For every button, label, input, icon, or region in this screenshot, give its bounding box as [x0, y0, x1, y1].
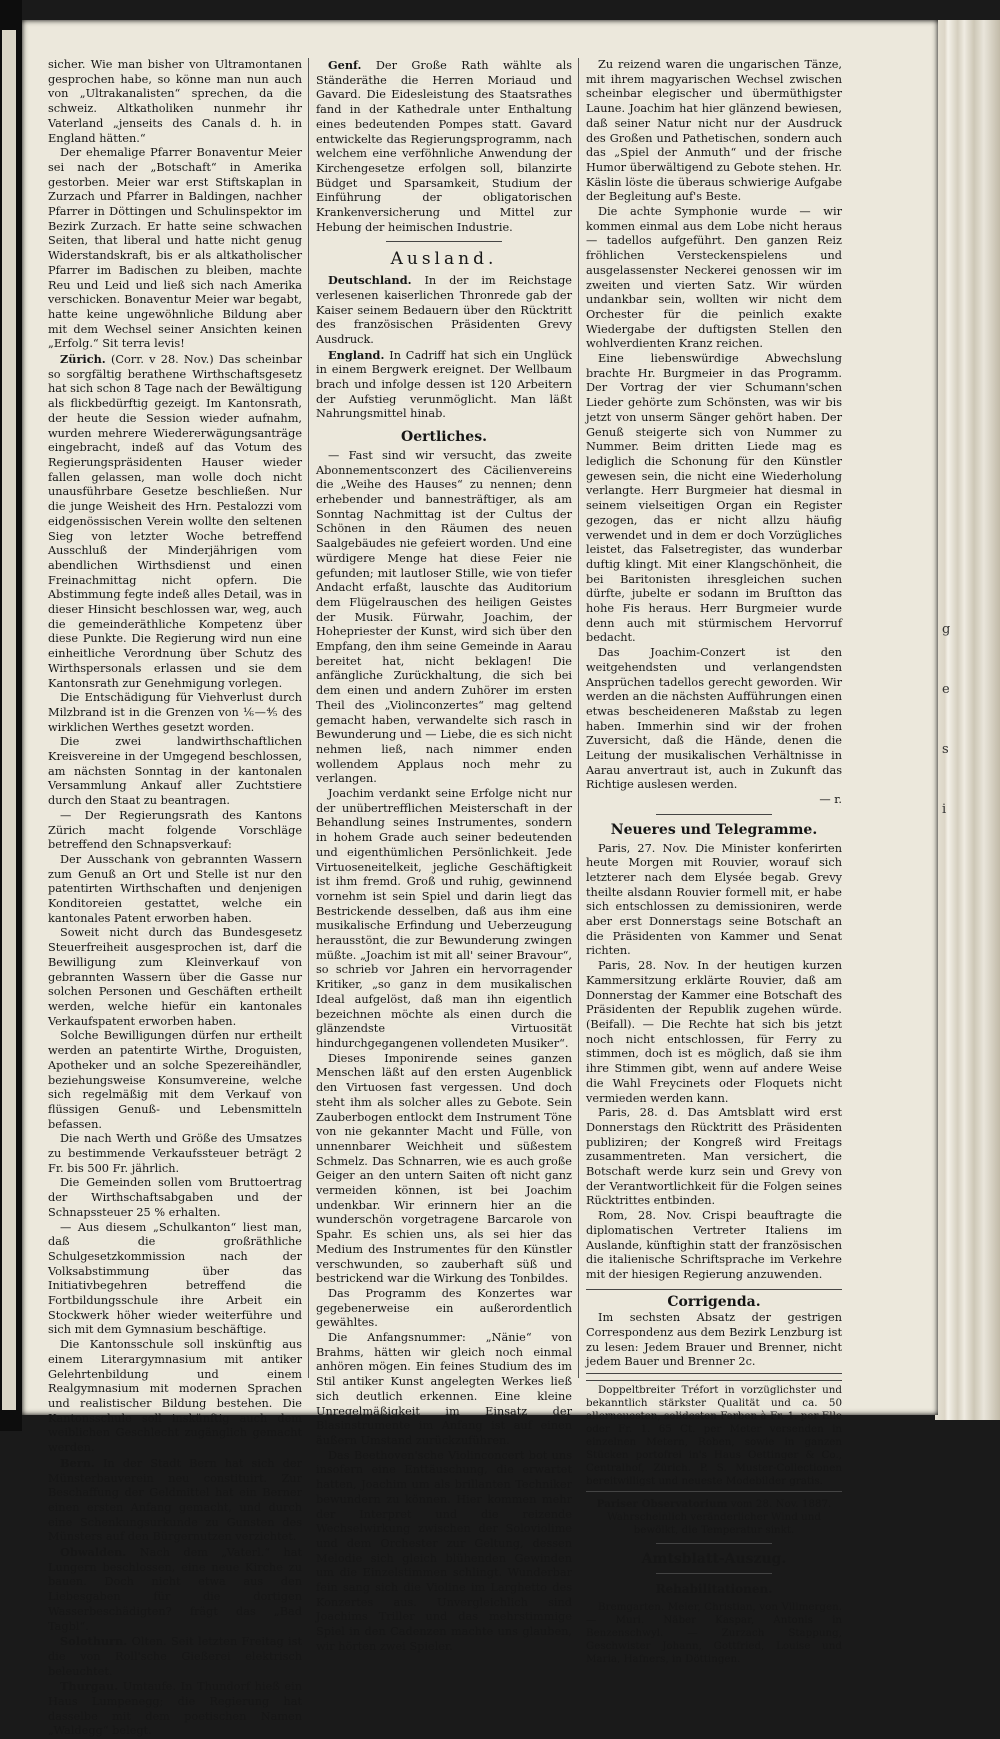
- paragraph: Die zwei landwirthschaftlichen Kreisvereine in der Umgegend beschlossen, am nächsten Sonntag in der kantonalen Versammlung Ankauf aller Zuchtstiere durch den Staat zu beantragen.: [48, 735, 302, 808]
- paragraph: Soweit nicht durch das Bundesgesetz Steuerfreiheit ausgesprochen ist, darf die Bewilligung zum Kleinverkauf von gebrannten Wassern über die Gasse nur solchen Personen und Geschäften ertheilt werden, welche hiefür ein kantonales Verkaufspatent erworben haben.: [48, 926, 302, 1028]
- section-text: In der im Reichstage verlesenen kaiserlichen Thronrede gab der Kaiser seinem Bedauern über den Rücktritt des französischen Präsidenten Grevy Ausdruck.: [316, 274, 572, 346]
- paragraph: Die Entschädigung für Viehverlust durch Milzbrand ist in die Grenzen von ⅙—⅘ des wirklichen Werthes gesetzt worden.: [48, 691, 302, 734]
- divider: [386, 241, 502, 242]
- advertisement: [586, 1380, 842, 1492]
- paragraph: Das Beethoven'sche Violinconcert bot uns insofern eine Enttäuschung, die erwartet hatten, Joachim um als brillanten Techniker bewundern zu können. Hier kommen mehr der Interpret und die reizende Wechselwirkung zwischen der Soloviolime und dem Orchester zur Geltung, dessen Melodie sich gleich blühenden Gewinden um die Einzelstimmen schlingt. Wunderbar fein sang sich die Violine im Larghetto des Konzertes aus. Unvergleichlich sind Joachims Triller und das mehrstimmige Spiel in den Cadenzen machte uns glauben, wir hörten zwei Spieler.: [316, 1448, 572, 1653]
- paragraph: Die Gemeinden sollen vom Bruttoertrag der Wirthschaftsabgaben und der Schnapssteuer 25 % erhalten.: [48, 1176, 302, 1219]
- paragraph: — Fast sind wir versucht, das zweite Abonnementsconzert des Cäcilienvereins die „Weihe des Hauses“ zu nennen; denn erhebender und bannesträftiger, als am Sonntag Nachmittag ist der Cultus der Schönen in den Räumen des neuen Saalgebäudes nie gefeiert worden. Und eine würdigere Menge hat diese Feier nie gefunden; mit lautloser Stille, wie von tiefer Andacht erfaßt, lauschte das Auditorium dem Flügelrauschen des heiligen Geistes der Musik. Fürwahr, Joachim, der Hohepriester der Kunst, wird sich über den Empfang, den ihm seine Gemeinde in Aarau bereitet hat, nicht beklagen! Die anfängliche Zurückhaltung, die sich bei dem einen und andern Zuhörer im ersten Theil des „Violinconzertes“ mag geltend gemacht haben, verwandelte sich rasch in Bewunderung und — Liebe, die es sich nicht nehmen ließ, nach nimmer enden wollendem Applaus noch mehr zu verlangen.: [316, 448, 572, 786]
- ad-text: Doppeltbreiter Tréfort in vorzüglichster und bekanntlich stärkster Qualität und ca. 50 allerneuesten, solidesten Farben à Fr. 1. per Elle oder Fr. 1. 65 Ct. per Meter versenden in einzelnen Metern, Roben, sowie in ganzen Stücken portofrei in's Haus Oettinger & Co., Centralhof, Zürich. P. S. Muster-Collectionen bereitwilligst und neueste Modebilder gratis.: [586, 1384, 842, 1488]
- section-title: Oertliches.: [401, 429, 487, 446]
- section-zurich: [48, 352, 302, 691]
- section-text: Umtaufe. In Thundorf hieß ein Haus Lumpenegg; die Regierung hat dasselbe mit dem poetischen Namen „Waldegg“ belegt.: [48, 1680, 302, 1738]
- paragraph: Joachim verdankt seine Erfolge nicht nur der unübertrefflichen Meisterschaft in der Behandlung seines Instrumentes, sondern in hohem Grade auch seiner bedeutenden und eigenthümlichen Persönlichkeit. Jede Virtuoseneitelkeit, jegliche Geschäftigkeit ist ihm fremd. Groß und ruhig, gewinnend vornehm ist sein Spiel und darin liegt das Bestrickende desselben, daß aus ihm eine musikalische Erfindung und Ueberzeugung herausstönt, die zur Bewunderung zwingen müßte. „Joachim ist mit all' seiner Bravour“, so schrieb vor Jahren ein hervorragender Kritiker, „so ganz in dem musikalischen Ideal aufgelöst, daß man ihn eigentlich bezeichnen möchte als einen durch die glänzendste Virtuosität hindurchgegangenen vollendeten Musiker“.: [316, 787, 572, 1050]
- section-heading: Obwalden.: [60, 1545, 127, 1560]
- section-genf: [316, 58, 572, 235]
- section-england: [316, 348, 572, 423]
- weather-text: Wahrscheinlich veränderlicher Wind und bewölkt, die Temperatur sinkt.: [607, 1511, 821, 1537]
- section-heading: Bern.: [60, 1455, 95, 1470]
- weather-report: [586, 1498, 842, 1537]
- section-text: Der Große Rath wählte als Ständeräthe die Herren Moriaud und Gavard. Die Eidesleistung des Staatsrathes fand in der Kathedrale unter Enthaltung eines bedeutenden Pompes statt. Gavard entwickelte das Regierungsprogramm, nach welchem eine verföhnliche Anwendung der Kirchengesetze erfolgen soll, bilanzirte Büdget und Sparsamkeit, Studium der Einführung der obligatorischen Krankenversicherung und Mittel zur Hebung der heimischen Industrie.: [316, 59, 573, 234]
- section-bern: [48, 1456, 302, 1545]
- section-text: In der Stadt Bern hat sich der Münsterbauverein neu constituirt. Zur Beschaffung der Geldmittel hat ein Berner einen ersten Anfang gemacht, und durch eine Schenkungsurkunde zu Gunsten des Münsters auf den Bürgernutzen verzichtet.: [48, 1456, 302, 1544]
- paragraph: Die achte Symphonie wurde — wir kommen einmal aus dem Lobe nicht heraus — tadellos aufgeführt. Den ganzen Reiz fröhlichen Versteckenspielens und ausgelassenster Neckerei genossen wir im zweiten und vierten Satz. Wir würden undankbar sein, wollten wir nicht dem Orchester für die peinlich exakte Wiedergabe der duftigsten Stellen den wohlverdienten Kranz reichen.: [586, 205, 842, 351]
- edge-glyphs: g e s i: [942, 622, 951, 817]
- paragraph: Solche Bewilligungen dürfen nur ertheilt werden an patentirte Wirthe, Droguisten, Apotheker und an solche Spezereihändler, beziehungsweise Konsumvereine, welche sich regelmäßig mit dem Verkauf von flüssigen Genuß- und Lebensmitteln befassen.: [48, 1029, 302, 1131]
- paragraph: Dieses Imponirende seines ganzen Menschen läßt auf den ersten Augenblick den Virtuosen fast vergessen. Und doch steht ihm als solcher alles zu Gebote. Sein Zauberbogen entlockt dem Instrument Töne von nie gekannter Macht und Fülle, von unnennbarer Weichheit und süßestem Schmelz. Das Schnarren, wie es auch große Geiger an den untern Saiten oft nicht ganz vermeiden können, ist bei Joachim undenkbar. Wir erinnern hier an die wunderschön vorgetragene Barcarole von Spahr. Es schien uns, als sei hier das Medium des Instrumentes für den Künstler verschwunden, so zauberhaft süß und bestrickend war die Wirkung des Tonbildes.: [316, 1051, 572, 1286]
- section-text: Olten. Seit letzten Freitag ist die von Roll'sche Gießerei elektrisch beleuchtet.: [48, 1635, 302, 1678]
- paragraph: Eine liebenswürdige Abwechslung brachte Hr. Burgmeier in das Programm. Der Vortrag der vier Schumann'schen Lieder gehörte zum Schönsten, was wir bis jetzt von unserm Sänger gehört haben. Der Genuß steigerte sich von Nummer zu Nummer. Beim dritten Liede mag es lediglich die Schonung für den Künstler gewesen sein, die nicht eine Wiederholung verlangte. Herr Burgmeier hat diesmal in seinem vielseitigen Organ ein Register gezogen, das er nicht allzu häufig verwendet und in dem er doch Vorzügliches leistet, das Falsetregister, das wunderbar duftig klingt. Mit einer Klangschönheit, die bei Baritonisten ihresgleichen suchen dürfte, jubelte er sodann im Bruſtton das hohe Fis heraus. Herr Burgmeier wurde denn auch mit stürmischem Hervorruf bedacht.: [586, 352, 842, 645]
- section-solothurn: [48, 1634, 302, 1679]
- author-signature: — r.: [819, 793, 842, 807]
- section-heading: England.: [328, 347, 385, 362]
- section-text: (Corr. v 28. Nov.) Das scheinbar so sorgfältig berathene Wirthschaftsgesetz hat sich schon 8 Tage nach der Bewältigung als flickbedürftig gezeigt. Im Kantonsrath, der heute die Session wieder aufnahm, wurden mehrere Wiedererwägungsanträge eingebracht, indeß auf das Votum des Regierungspräsidenten Hauser wieder fallen gelassen, man wolle doch nicht unausführbare Gesetze beschließen. Nur die junge Weisheit des Hrn. Pestalozzi vom eidgenössischen Verein wollte den seltenen Sieg von letzter Woche betreffend Ausschluß der Minderjährigen vom abendlichen Wirthsdienst und einen Freinachmittag nicht opfern. Die Abstimmung fegte indeß alles Detail, was in dieser Hinsicht beschlossen war, weg, auch die gemeinderäthliche Kompetenz über diese Punkte. Die Regierung wird nun eine einheitliche Verordnung über Schutz des Wirthspersonals erlassen und sie dem Kantonsrath zur Genehmigung vorlegen.: [48, 353, 303, 690]
- section-thurgau: [48, 1679, 302, 1739]
- column-1: [48, 58, 302, 1739]
- section-heading: Solothurn.: [60, 1634, 128, 1649]
- telegram: Paris, 28. d. Das Amtsblatt wird erst Donnerstags den Rücktritt des Präsidenten publiziren; der Kongreß wird Freitags zusammentreten. Man versichert, die Botschaft werde kurz sein und Grevy von der Verantwortlichkeit für die Folgen seines Rücktrittes entbinden.: [586, 1106, 842, 1208]
- divider: [656, 814, 772, 815]
- section-heading: Zürich.: [60, 352, 106, 367]
- paragraph: Das Programm des Konzertes war gegebenerweise ein außerordentlich gewähltes.: [316, 1286, 572, 1330]
- section-title: Neueres und Telegramme.: [610, 821, 818, 838]
- section-heading: Thurgau.: [60, 1679, 119, 1694]
- divider: [656, 1573, 772, 1574]
- column-2: [316, 58, 572, 1655]
- section-title: Corrigenda.: [667, 1293, 761, 1310]
- section-text: Nach dem „Vaterl.“ hat Lungern beschlossen, eine neue Kirche zu bauen. Doch nicht etwa aus den Liebesgaben für die dortigen Wasserbeschädigten? frägt das „Bad Tagbl“.: [48, 1546, 303, 1633]
- weather-heading: Pariser Observatorium: [596, 1498, 728, 1511]
- telegram: Paris, 28. Nov. In der heutigen kurzen Kammersitzung erklärte Rouvier, daß am Donnerstag der Kammer eine Botschaft des Präsidenten der Republik zugehen würde. (Beifall). — Die Rechte hat sich bis jetzt noch nicht entschlossen, für Ferry zu stimmen, doch ist es möglich, daß sie ihm ihre Stimmen gibt, wenn auf andere Weise die Wahl Freycinets oder Floquets nicht vermieden werden kann.: [586, 959, 842, 1105]
- section-title: Amtsblatt-Auszug.: [641, 1551, 787, 1568]
- paragraph: Bremgarten. Meier, Christian, von Villmergen. — Muri. Näber Kaspar, Antonis in Benzenschwyl. — Zurzach Stappung, Geschwister Johann, Gottfried, Louise und Maria, Hafners, in Döttingen.: [586, 1600, 842, 1665]
- section-obwalden: [48, 1545, 302, 1634]
- paragraph: Die Kantonsschule soll inskünftig aus einem Literargymnasium mit antiker Gelehrtenbildung und einem Realgymnasium mit modernen Sprachen und realistischer Bildung bestehen. Die Kantonsschule soll inskünftig auch dem weiblichen Geschlecht zugänglich gemacht werden.: [48, 1338, 302, 1455]
- paragraph: Zu reizend waren die ungarischen Tänze, mit ihrem magyarischen Wechsel zwischen scheinbar elegischer und übermüthigster Laune. Joachim hat hier glänzend bewiesen, daß seiner Natur nicht nur der Ausdruck des Großen und Pathetischen, sondern auch das „Spiel der Anmuth“ und der frische Humor überwältigend zu Gebote stehen. Hr. Käslin löste die überaus schwierige Aufgabe der Begleitung auf's Beste.: [586, 58, 842, 204]
- column-rule: [308, 58, 309, 1378]
- paragraph: Der Ausschank von gebrannten Wassern zum Genuß an Ort und Stelle ist nur den patentirten Wirthschaften und denjenigen Konditoreien gestattet, welche ein kantonales Patent erworben haben.: [48, 852, 302, 925]
- weather-date: vom 28. Nov. 1887.: [730, 1498, 832, 1511]
- section-heading: Genf.: [328, 58, 362, 72]
- previous-page-edge: [2, 30, 16, 1410]
- section-title: Ausland.: [390, 249, 498, 270]
- paragraph: — Der Regierungsrath des Kantons Zürich macht folgende Vorschläge betreffend den Schnapsverkauf:: [48, 808, 302, 852]
- paragraph: Das Joachim-Conzert ist den weitgehendsten und verlangendsten Ansprüchen tadellos gerecht geworden. Wir werden an die nächsten Aufführungen einen etwas bescheideneren Maßstab zu legen haben. Immerhin sind wir der frohen Zuversicht, daß die Hände, denen die Leitung der musikalischen Verhältnisse in Aarau anvertraut ist, auch in Zukunft das Richtige auslesen werden.: [586, 646, 842, 792]
- subsection-title: Rehabilitationen.: [655, 1581, 773, 1596]
- corrigenda-box: [586, 1289, 842, 1375]
- paragraph: Die Anfangsnummer: „Nänie“ von Brahms, hätten wir gleich noch einmal anhören mögen. Ein feines Studium des im Stil antiker Kunst angelegten Werkes ließ sich deutlich erkennen. Eine kleine Unregelmäßigkeit im Einsatz der Blasinstrumente im Anfang ist auf einen äußern Umstand zurückzuführen.: [316, 1331, 572, 1447]
- paragraph: Der ehemalige Pfarrer Bonaventur Meier sei nach der „Botschaft“ in Amerika gestorben. Meier war erst Stiftskaplan in Zurzach und Pfarrer in Baldingen, nachher Pfarrer in Döttingen und Schulinspektor im Bezirk Zurzach. Er hatte seine schwachen Seiten, that liberal und hatte nicht genug Widerstandskraft, bis er als altkatholischer Pfarrer im Badischen zu bleiben, machte Reu und Leid und ließ sich nach Amerika verschicken. Bonaventur Meier war begabt, hatte keine ungewöhnliche Bildung aber mit dem Wechsel seiner Ansichten keinen „Erfolg.“ Sit terra levis!: [48, 146, 302, 351]
- section-text: In Cadriff hat sich ein Unglück in einem Bergwerk ereignet. Der Wellbaum brach und infolge dessen ist 120 Arbeitern der Aufstieg verunmöglicht. Man läßt Nahrungsmittel hinab.: [316, 348, 573, 421]
- paragraph: Die nach Werth und Größe des Umsatzes zu bestimmende Verkaufssteuer beträgt 2 Fr. bis 500 Fr. jährlich.: [48, 1132, 302, 1175]
- column-3: [586, 58, 842, 1666]
- paragraph: — Aus diesem „Schulkanton“ liest man, daß die großräthliche Schulgesetzkommission nach der Volksabstimmung über das Initiativbegehren betreffend die Fortbildungsschule ihre Arbeit ein Stockwerk höher wieder weiterführe und sich mit dem Gymnasium beschäftige.: [48, 1220, 302, 1337]
- section-heading: Deutschland.: [328, 273, 412, 288]
- section-deutschland: [316, 273, 572, 348]
- telegram: Rom, 28. Nov. Crispi beauftragte die diplomatischen Vertreter Italiens im Auslande, künftighin statt der französischen die italienische Schriftsprache im Verkehre mit der hiesigen Regierung anzuwenden.: [586, 1209, 842, 1281]
- paragraph: Im sechsten Absatz der gestrigen Correspondenz aus dem Bezirk Lenzburg ist zu lesen: Jedem Brauer und Brenner, nicht jedem Bauer und Brenner 2c.: [586, 1311, 842, 1369]
- column-rule: [578, 58, 579, 1378]
- telegram: Paris, 27. Nov. Die Minister konferirten heute Morgen mit Rouvier, worauf sich letzterer nach dem Elysée begab. Grevy theilte alsdann Rouvier formell mit, er habe sich entschlossen zu demissioniren, werde aber erst Donnerstags seine Botschaft an die Präsidenten von Kammer und Senat richten.: [586, 841, 842, 958]
- paragraph: sicher. Wie man bisher von Ultramontanen gesprochen habe, so könne man nun auch von „Ultrakanalisten“ sprechen, da die schweiz. Altkatholiken nunmehr ihr Vaterland „jenseits des Canals d. h. in England hätten.“: [48, 58, 302, 145]
- divider: [656, 1543, 772, 1544]
